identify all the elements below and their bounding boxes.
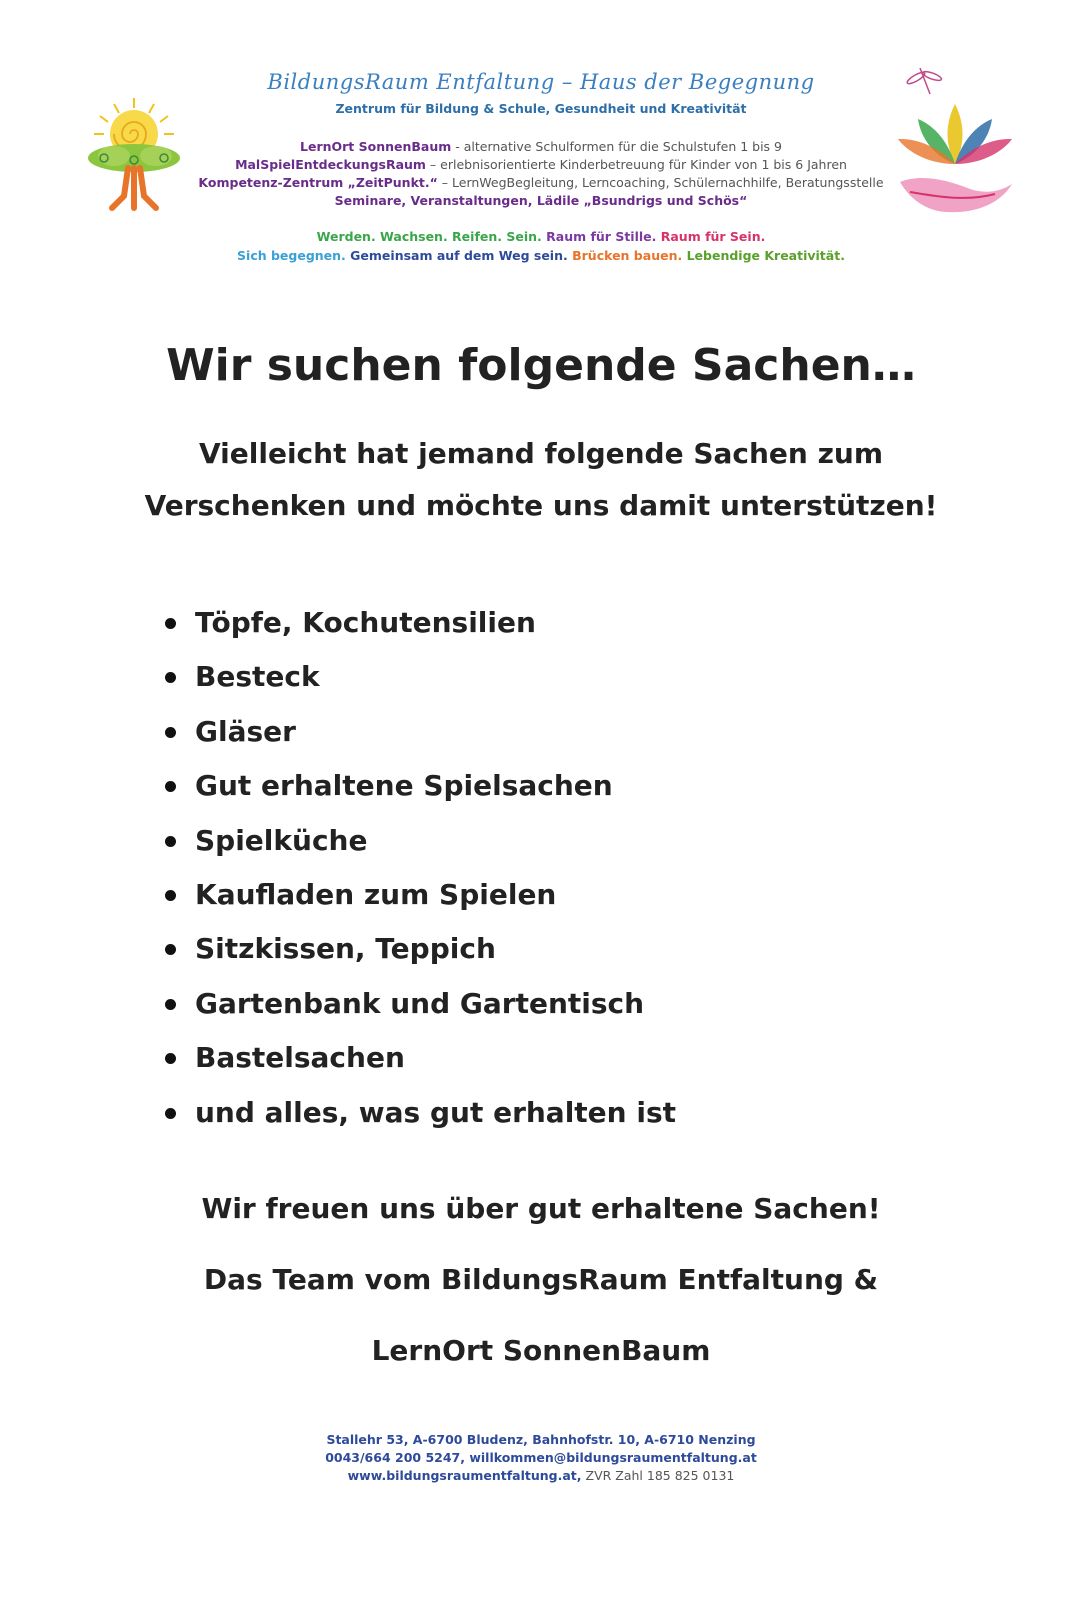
website-link[interactable]: www.bildungsraumentfaltung.at, xyxy=(347,1468,582,1483)
bullet-icon xyxy=(165,1053,176,1064)
list-item-label: und alles, was gut erhalten ist xyxy=(195,1095,677,1129)
motto-part: Sich begegnen. xyxy=(237,248,346,263)
offer-desc: – erlebnisorientierte Kinderbetreuung für Kinder von 1 bis 6 Jahren xyxy=(425,157,847,172)
offer-name: LernOrt SonnenBaum xyxy=(300,139,452,154)
list-item xyxy=(165,712,676,766)
motto-line-2 xyxy=(0,248,1082,263)
list-item xyxy=(165,603,676,657)
bullet-icon xyxy=(165,890,176,901)
list-item-label: Töpfe, Kochutensilien xyxy=(195,606,536,639)
offer-line-malspiel xyxy=(0,157,1082,172)
list-item xyxy=(165,1093,676,1147)
letterhead xyxy=(0,0,1082,290)
list-item-label: Besteck xyxy=(195,660,320,694)
org-subtitle: Zentrum für Bildung & Schule, Gesundheit und Kreativität xyxy=(335,101,747,116)
motto-part: Raum für Sein. xyxy=(656,229,766,244)
bullet-icon xyxy=(165,618,176,629)
bullet-icon xyxy=(165,781,176,792)
motto-part: Raum für Stille. xyxy=(541,229,657,244)
motto-part: Lebendige Kreativität. xyxy=(682,248,845,263)
list-item xyxy=(165,875,676,929)
org-title: BildungsRaum Entfaltung – Haus der Begegnung xyxy=(267,70,815,94)
page-headline: Wir suchen folgende Sachen… xyxy=(166,340,916,391)
list-item xyxy=(165,1038,676,1092)
offer-line-kompetenz xyxy=(0,175,1082,190)
offer-desc: – LernWegBegleitung, Lerncoaching, Schülernachhilfe, Beratungsstelle xyxy=(437,175,884,190)
list-item-label: Gläser xyxy=(195,714,296,748)
list-item-label: Spielküche xyxy=(195,823,368,857)
list-item xyxy=(165,821,676,875)
footer-web xyxy=(0,1468,1082,1483)
bullet-icon xyxy=(165,944,176,955)
bullet-icon xyxy=(165,672,176,683)
offer-desc: - alternative Schulformen für die Schulstufen 1 bis 9 xyxy=(451,139,782,154)
closing-thanks: Wir freuen uns über gut erhaltene Sachen! xyxy=(201,1192,881,1225)
offer-line-seminare: Seminare, Veranstaltungen, Lädile „Bsundrigs und Schös“ xyxy=(334,193,748,208)
list-item xyxy=(165,766,676,820)
offer-line-lernort xyxy=(0,139,1082,154)
intro-line-1: Vielleicht hat jemand folgende Sachen zum xyxy=(199,437,883,470)
list-item-label: Gut erhaltene Spielsachen xyxy=(195,769,613,803)
wish-list xyxy=(165,603,676,1147)
list-item-label: Gartenbank und Gartentisch xyxy=(195,986,645,1020)
list-item xyxy=(165,657,676,711)
bullet-icon xyxy=(165,727,176,738)
closing-signature-2: LernOrt SonnenBaum xyxy=(371,1334,711,1367)
closing-signature-1: Das Team vom BildungsRaum Entfaltung & xyxy=(203,1263,879,1296)
list-item xyxy=(165,984,676,1038)
footer-contact: 0043/664 200 5247, willkommen@bildungsraumentfaltung.at xyxy=(325,1450,757,1465)
footer-address: Stallehr 53, A-6700 Bludenz, Bahnhofstr. 10, A-6710 Nenzing xyxy=(326,1432,756,1447)
motto-line-1 xyxy=(0,229,1082,244)
motto-part: Werden. Wachsen. Reifen. Sein. xyxy=(316,229,542,244)
bullet-icon xyxy=(165,1108,176,1119)
offer-name: MalSpielEntdeckungsRaum xyxy=(235,157,426,172)
bullet-icon xyxy=(165,999,176,1010)
bullet-icon xyxy=(165,836,176,847)
zvr-number: ZVR Zahl 185 825 0131 xyxy=(581,1468,735,1483)
intro-line-2: Verschenken und möchte uns damit unterstützen! xyxy=(144,489,938,522)
list-item-label: Sitzkissen, Teppich xyxy=(195,932,496,966)
motto-part: Gemeinsam auf dem Weg sein. xyxy=(345,248,568,263)
list-item-label: Kaufladen zum Spielen xyxy=(195,877,557,911)
offer-name: Kompetenz-Zentrum „ZeitPunkt.“ xyxy=(198,175,438,190)
list-item-label: Bastelsachen xyxy=(195,1041,405,1075)
list-item xyxy=(165,929,676,983)
motto-part: Brücken bauen. xyxy=(567,248,683,263)
